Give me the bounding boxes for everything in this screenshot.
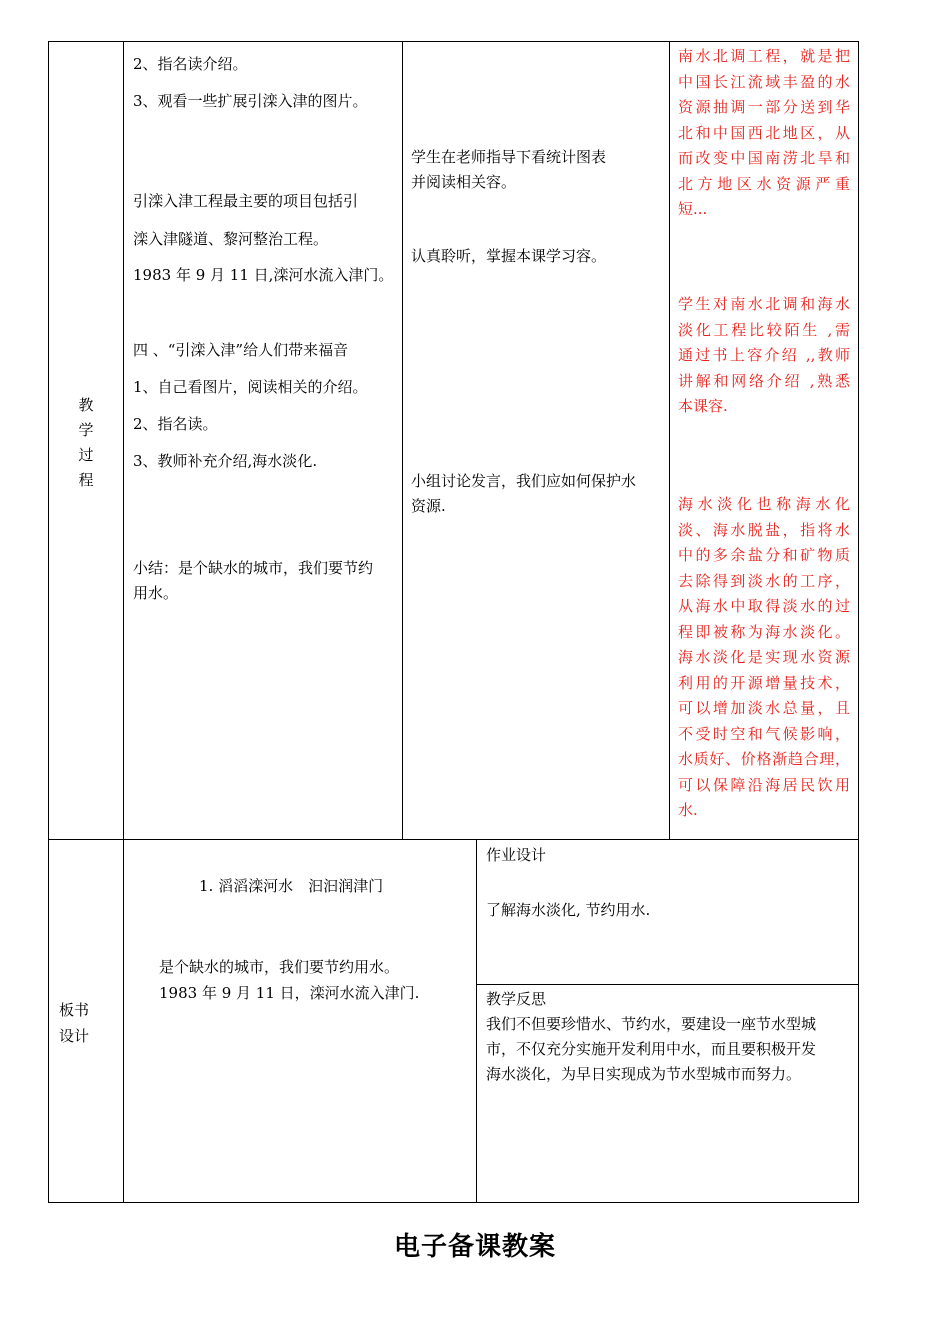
note-line: 可以增加淡水总量，且 bbox=[678, 699, 850, 717]
note-line: 北和中国西北地区，从 bbox=[678, 123, 850, 142]
teacher-line: 3、教师补充介绍,海水淡化. bbox=[133, 452, 318, 470]
note-line: 不受时空和气候影响， bbox=[678, 724, 850, 743]
note-line: 南水北调工程，就是把 bbox=[678, 47, 850, 65]
note-line: 淡化工程比较陌生 ,需 bbox=[678, 320, 850, 339]
note-line: 资源抽调一部分送到华 bbox=[678, 98, 850, 116]
teacher-line: 用水。 bbox=[133, 584, 179, 602]
note-line: 可以保障沿海居民饮用 bbox=[678, 775, 850, 794]
teacher-line: 2、指名读。 bbox=[133, 415, 218, 433]
teacher-line: 3、观看一些扩展引滦入津的图片。 bbox=[133, 92, 368, 110]
teacher-column-divider bbox=[402, 41, 403, 840]
teacher-line: 四 、“引滦入津”给人们带来福音 bbox=[133, 341, 349, 359]
board-line: 是个缺水的城市，我们要节约用水。 bbox=[159, 958, 400, 976]
note-line: 本课容. bbox=[678, 397, 728, 415]
teacher-line: 滦入津隧道、黎河整治工程。 bbox=[133, 230, 329, 248]
homework-title: 作业设计 bbox=[486, 846, 547, 864]
note-line: 北方地区水资源严重 bbox=[678, 174, 850, 193]
student-line: 学生在老师指导下看统计图表 bbox=[411, 148, 607, 166]
board-headline: 1. 滔滔滦河水 汩汩润津门 bbox=[199, 877, 384, 895]
note-line: 中国长江流域丰盈的水 bbox=[678, 72, 850, 91]
note-line: 水. bbox=[678, 801, 698, 819]
board-label-line: 板书 bbox=[59, 1001, 90, 1019]
student-line: 并阅读相关容。 bbox=[411, 173, 517, 191]
note-line: 海水淡化也称海水化 bbox=[678, 495, 850, 513]
note-line: 淡、海水脱盐，指将水 bbox=[678, 520, 850, 539]
note-line: 而改变中国南涝北旱和 bbox=[678, 149, 850, 167]
note-line: 去除得到淡水的工序， bbox=[678, 571, 850, 590]
board-label-line: 设计 bbox=[59, 1027, 90, 1045]
note-line: 讲解和网络介绍 ,熟悉 bbox=[678, 371, 850, 390]
student-line: 资源. bbox=[411, 497, 446, 515]
note-line: 海水淡化是实现水资源 bbox=[678, 648, 850, 666]
table-left-border bbox=[48, 41, 49, 1203]
label-column-divider bbox=[123, 41, 124, 1203]
note-unfamiliar-topics bbox=[678, 292, 850, 420]
reflection-title: 教学反思 bbox=[486, 990, 547, 1008]
table-right-border bbox=[858, 41, 859, 1203]
teacher-line: 1983 年 9 月 11 日,滦河水流入津门。 bbox=[133, 266, 394, 284]
note-line: 利用的开源增量技术， bbox=[678, 673, 850, 692]
notes-column-divider bbox=[669, 41, 670, 840]
note-line: 从海水中取得淡水的过 bbox=[678, 597, 850, 615]
note-line: 学生对南水北调和海水 bbox=[678, 295, 850, 313]
homework-content: 了解海水淡化, 节约用水. bbox=[486, 901, 651, 919]
page-title: 电子备课教案 bbox=[393, 1232, 556, 1262]
note-line: 中的多余盐分和矿物质 bbox=[678, 546, 850, 564]
process-label-char: 程 bbox=[78, 471, 94, 489]
note-line: 通过书上容介绍 ,,教师 bbox=[678, 346, 850, 364]
teacher-line: 1、自己看图片，阅读相关的介绍。 bbox=[133, 378, 368, 396]
note-line: 程即被称为海水淡化。 bbox=[678, 622, 850, 641]
table-top-border bbox=[48, 41, 859, 42]
note-line: 水质好、价格渐趋合理， bbox=[678, 750, 850, 768]
reflection-line: 市，不仅充分实施开发利用中水，而且要积极开发 bbox=[486, 1040, 817, 1058]
student-line: 小组讨论发言，我们应如何保护水 bbox=[411, 472, 637, 490]
process-label-char: 过 bbox=[78, 446, 94, 464]
process-label-char: 教 bbox=[78, 396, 94, 414]
teacher-line: 引滦入津工程最主要的项目包括引 bbox=[133, 192, 359, 210]
reflection-line: 海水淡化，为早日实现成为节水型城市而努力。 bbox=[486, 1065, 802, 1083]
note-south-north-water bbox=[678, 44, 850, 223]
teacher-line: 2、指名读介绍。 bbox=[133, 55, 248, 73]
homework-reflection-divider bbox=[476, 984, 859, 985]
note-line: 短... bbox=[678, 200, 708, 218]
process-label-char: 学 bbox=[78, 421, 94, 439]
note-desalination bbox=[678, 492, 850, 824]
board-line: 1983 年 9 月 11 日，滦河水流入津门. bbox=[159, 984, 420, 1002]
board-homework-divider bbox=[476, 839, 477, 1203]
student-line: 认真聆听，掌握本课学习容。 bbox=[411, 247, 607, 265]
reflection-line: 我们不但要珍惜水、节约水，要建设一座节水型城 bbox=[486, 1015, 817, 1033]
teacher-line: 小结：是个缺水的城市，我们要节约 bbox=[133, 559, 374, 577]
row-divider bbox=[48, 839, 859, 840]
table-bottom-border bbox=[48, 1202, 859, 1203]
